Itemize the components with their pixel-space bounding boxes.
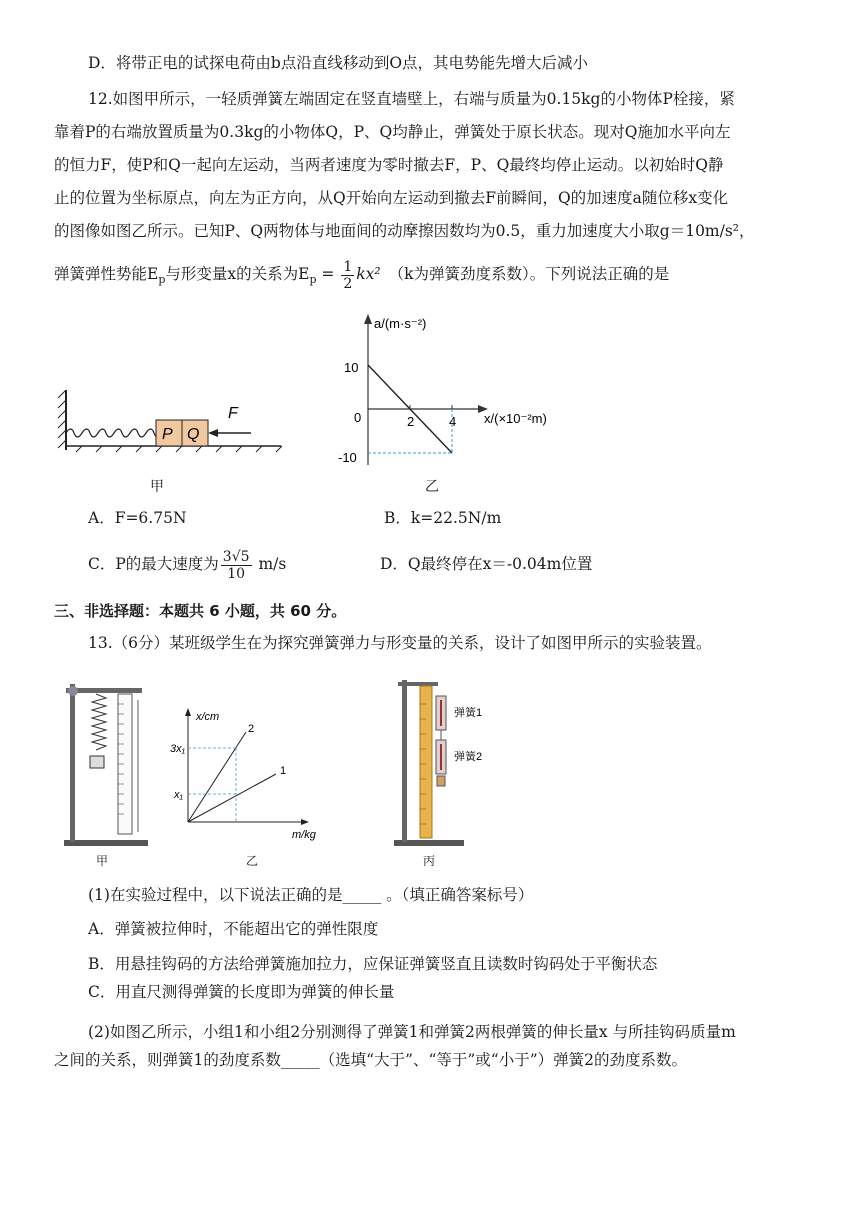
x-tick-4: 4 <box>449 414 457 429</box>
spring-2-label: 弹簧2 <box>454 751 483 763</box>
q12-stem-line5: 的图像如图乙所示。已知P、Q两物体与地面间的动摩擦因数均为0.5，重力加速度大小取g＝10m/s²， <box>54 222 755 240</box>
q13-part1: (1)在实验过程中，以下说法正确的是_____ 。（填正确答案标号） <box>88 886 534 904</box>
q13-caption-bing: 丙 <box>423 854 436 868</box>
line-1-label: 1 <box>280 765 287 777</box>
yi-x-label: m/kg <box>292 829 316 841</box>
q13-caption-jia: 甲 <box>96 854 109 868</box>
figure-jia-spring-blocks <box>56 380 296 490</box>
figure-yi-a-x-graph <box>330 310 580 470</box>
q13-part2-line2: 之间的关系，则弹簧1的劲度系数_____（选填“大于”、“等于”或“小于”）弹簧2的劲度系数。 <box>54 1051 688 1069</box>
y-axis-label: a/(m·s⁻²) <box>374 316 427 331</box>
line-2 <box>188 732 246 822</box>
kx-squared: kx² <box>356 265 381 283</box>
q13-part1-option-b: B．用悬挂钩码的方法给弹簧施加拉力，应保证弹簧竖直且读数时钩码处于平衡状态 <box>88 955 658 973</box>
q12-option-b: B．k=22.5N/m <box>384 509 502 527</box>
x-axis-label: x/(×10⁻²m) <box>484 411 547 426</box>
q13-figure-jia-apparatus <box>56 664 156 854</box>
option-c-fraction: $\frac{3√5}{10}$ <box>222 548 250 582</box>
q13-caption-yi: 乙 <box>246 854 259 868</box>
spring-icon <box>92 694 106 750</box>
y-tick-0: 0 <box>354 410 362 425</box>
energy-sub-2: p <box>309 273 317 287</box>
line-1 <box>188 774 276 822</box>
spring-1-label: 弹簧1 <box>454 707 483 719</box>
line-2-label: 2 <box>248 723 255 735</box>
energy-text-post: （k为弹簧劲度系数）。下列说法正确的是 <box>388 265 670 283</box>
q13-part1-option-c: C．用直尺测得弹簧的长度即为弹簧的伸长量 <box>88 983 395 1001</box>
energy-text-pre: 弹簧弹性势能E <box>54 265 159 283</box>
option-c-pre: C．P的最大速度为 <box>88 555 219 573</box>
caption-yi-12: 乙 <box>425 479 439 495</box>
energy-text-mid: 与形变量x的关系为E <box>165 265 310 283</box>
q12-stem-line2: 靠着P的右端放置质量为0.3kg的小物体Q，P、Q均静止，弹簧处于原长状态。现对Q施加水平向左 <box>54 123 731 141</box>
y-tick-neg10: -10 <box>338 450 357 465</box>
spring-coil <box>66 429 162 437</box>
q12-stem-line6 <box>54 257 820 297</box>
yi-y-label: x/cm <box>196 711 220 723</box>
q12-stem-line1: 12.如图甲所示，一轻质弹簧左端固定在竖直墙壁上，右端与质量为0.15kg的小物体P栓接，紧 <box>88 90 735 108</box>
q13-figure-yi-x-m-graph <box>168 700 328 850</box>
option-c-unit: m/s <box>253 555 287 573</box>
q12-stem-line4: 止的位置为坐标原点，向左为正方向，从Q开始向左运动到撤去F前瞬间，Q的加速度a随位移x变化 <box>54 189 729 207</box>
label-p: P <box>162 426 173 443</box>
q13-part2-line1: (2)如图乙所示，小组1和小组2分别测得了弹簧1和弹簧2两根弹簧的伸长量x 与所挂钩码质量m <box>88 1023 736 1041</box>
caption-jia-12: 甲 <box>150 479 164 495</box>
half-fraction: $\frac{1}{2}$ <box>343 258 353 292</box>
label-f: F <box>228 405 238 422</box>
q12-option-a: A．F=6.75N <box>88 509 187 527</box>
section-3-heading: 三、非选择题：本题共 6 小题，共 60 分。 <box>54 602 347 620</box>
q12-option-d: D．Q最终停在x＝-0.04m位置 <box>380 555 593 573</box>
x-tick-2: 2 <box>407 414 415 429</box>
q13-intro: 13.（6分）某班级学生在为探究弹簧弹力与形变量的关系，设计了如图甲所示的实验装置。 <box>88 634 712 652</box>
q13-part1-option-a: A．弹簧被拉伸时，不能超出它的弹性限度 <box>88 920 379 938</box>
energy-sub: p <box>158 273 166 287</box>
q11-option-d: D．将带正电的试探电荷由b点沿直线移动到O点，其电势能先增大后减小 <box>88 54 589 72</box>
y-tick-10: 10 <box>344 360 359 375</box>
q12-stem-line3: 的恒力F，使P和Q一起向左运动，当两者速度为零时撤去F，P、Q最终均停止运动。以初始时Q静 <box>54 156 724 174</box>
q13-figure-bing-two-springs <box>392 664 502 854</box>
label-q: Q <box>187 426 200 443</box>
equals: = <box>316 265 340 283</box>
q12-option-c <box>88 545 286 583</box>
yi-3x1-label: 3x₁ <box>170 743 186 755</box>
yi-x1-label: x₁ <box>174 789 183 801</box>
